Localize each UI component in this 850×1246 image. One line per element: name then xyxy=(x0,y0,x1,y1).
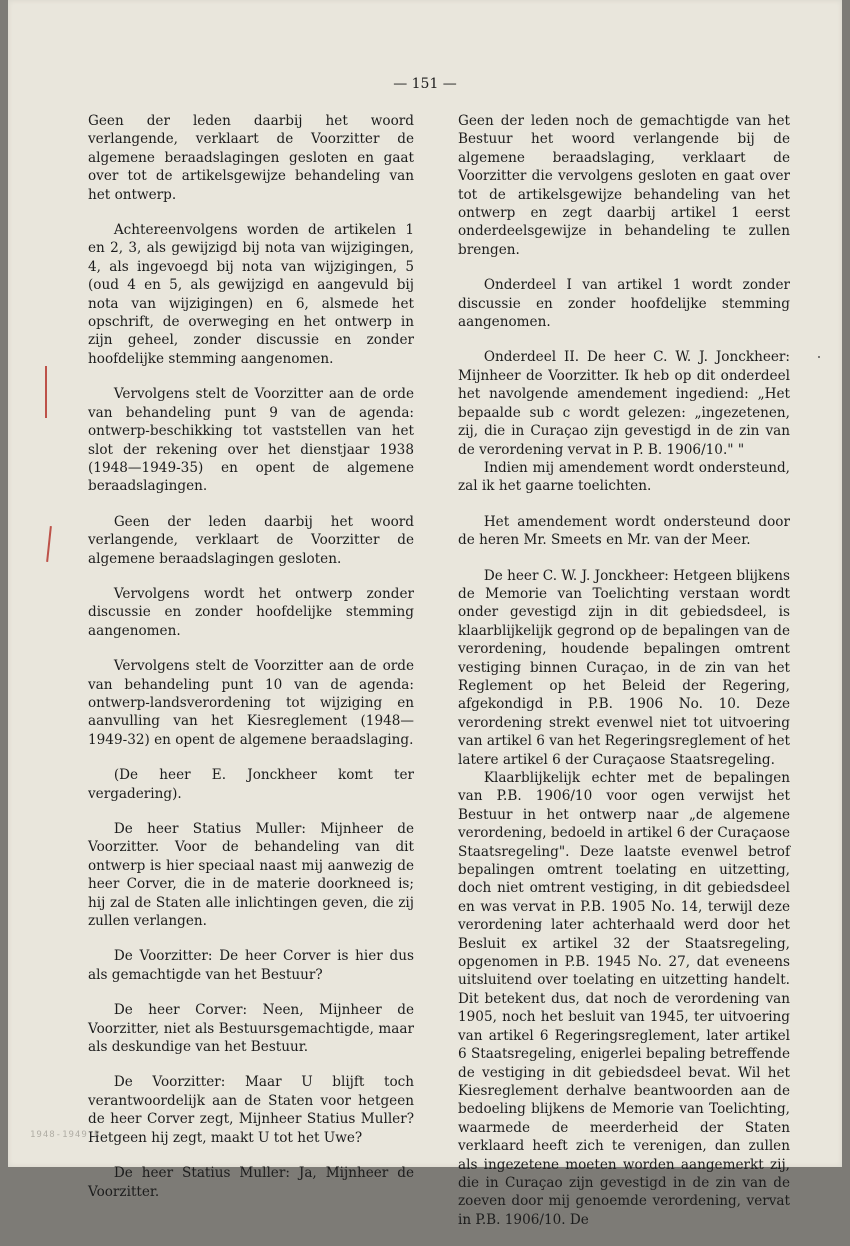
left-column xyxy=(88,112,414,1218)
speck xyxy=(818,356,820,358)
paragraph: Vervolgens stelt de Voorzitter aan de orde van behandeling punt 9 van de agenda: ontwerp-beschikking tot vaststellen van het slot der rekening over het dienstjaar 1938 (1948—1949-35) en opent de algemene beraadslagingen. xyxy=(88,386,414,495)
paragraph: Geen der leden daarbij het woord verlangende, verklaart de Voorzitter de algemene beraadslagingen gesloten. xyxy=(88,513,414,567)
paragraph: De heer Statius Muller: Ja, Mijnheer de Voorzitter. xyxy=(88,1165,414,1200)
margin-mark xyxy=(45,366,47,418)
paragraph: Het amendement wordt ondersteund door de heren Mr. Smeets en Mr. van der Meer. xyxy=(458,513,790,549)
paragraph: (De heer E. Jonckheer komt ter vergadering). xyxy=(88,767,414,802)
paragraph: Vervolgens stelt de Voorzitter aan de orde van behandeling punt 10 van de agenda: ontwerp-landsverordening tot wijziging en aanvulling van het Kiesreglement (1948—1949-32) en opent de algemene beraadslaging. xyxy=(88,658,414,748)
paragraph: Onderdeel II. De heer C. W. J. Jonckheer: Mijnheer de Voorzitter. Ik heb op dit onderdeel het navolgende amendement ingediend: „Het bepaalde sub c wordt gelezen: „ingezetenen, zij, die in Curaçao zijn gevestigd in de zin van de verordening vervat in P. B. 1906/10." " xyxy=(458,349,790,458)
paragraph: De Voorzitter: Maar U blijft toch verantwoordelijk aan de Staten voor hetgeen de heer Corver zegt, Mijnheer Statius Muller? Hetgeen hij zegt, maakt U tot het Uwe? xyxy=(88,1074,414,1146)
paragraph: Onderdeel I van artikel 1 wordt zonder discussie en zonder hoofdelijke stemming aangenomen. xyxy=(458,277,790,331)
archive-stamp: 1948-1949 R xyxy=(30,1130,101,1140)
paragraph: Achtereenvolgens worden de artikelen 1 en 2, 3, als gewijzigd bij nota van wijzigingen, 4, als ingevoegd bij nota van wijzigingen, 5 (oud 4 en 5, als gewijzigd en aangevuld bij nota van wijzigingen) en 6, alsmede het opschrift, de overweging en het ontwerp in zijn geheel, zonder discussie en zonder hoofdelijke stemming aangenomen. xyxy=(88,222,414,367)
paragraph: Geen der leden noch de gemachtigde van het Bestuur het woord verlangende bij de algemene beraadslaging, verklaart de Voorzitter die vervolgens gesloten en gaat over tot de artikelsgewijze behandeling van het ontwerp en zegt daarbij artikel 1 eerst onderdeelsgewijze in behandeling te zullen brengen. xyxy=(458,113,790,258)
paragraph: Geen der leden daarbij het woord verlangende, verklaart de Voorzitter de algemene beraadslagingen gesloten en gaat over tot de artikelsgewijze behandeling van het ontwerp. xyxy=(88,113,414,203)
paragraph: De heer Statius Muller: Mijnheer de Voorzitter. Voor de behandeling van dit ontwerp is hier speciaal naast mij aanwezig de heer Corver, die in de materie doorkneed is; hij zal de Staten alle inlichtingen geven, die zij zullen verlangen. xyxy=(88,821,414,930)
paragraph: De heer C. W. J. Jonckheer: Hetgeen blijkens de Memorie van Toelichting verstaan wordt onder gevestigd zijn in dit gebiedsdeel, is klaarblijkelijk gegrond op de bepalingen van de verordening, houdende bepalingen omtrent vestiging binnen Curaçao, in de zin van het Reglement op het Beleid der Regering, afgekondigd in P.B. 1906 No. 10. Deze verordening strekt evenwel niet tot uitvoering van artikel 6 van het Regeringsreglement of het latere artikel 6 der Curaçaose Staatsregeling. xyxy=(458,567,790,768)
paragraph: Indien mij amendement wordt ondersteund, zal ik het gaarne toelichten. xyxy=(458,459,790,495)
page-number: — 151 — xyxy=(393,76,457,92)
paragraph: De heer Corver: Neen, Mijnheer de Voorzitter, niet als Bestuursgemachtigde, maar als deskundige van het Bestuur. xyxy=(88,1002,414,1056)
right-column xyxy=(458,112,790,1246)
paragraph: Vervolgens wordt het ontwerp zonder discussie en zonder hoofdelijke stemming aangenomen. xyxy=(88,585,414,639)
paragraph: De Voorzitter: De heer Corver is hier dus als gemachtigde van het Bestuur? xyxy=(88,948,414,983)
paragraph: Klaarblijkelijk echter met de bepalingen van P.B. 1906/10 voor ogen verwijst het Bestuur in het ontwerp naar „de algemene verordening, bedoeld in artikel 6 der Curaçaose Staatsregeling". Deze laatste evenwel betrof bepalingen omtrent toelating en uitzetting, doch niet omtrent vestiging, in dit gebiedsdeel en was vervat in P.B. 1905 No. 14, terwijl deze verordening later achterhaald werd door het Besluit ex artikel 32 der Staatsregeling, opgenomen in P.B. 1945 No. 27, dat eveneens uitsluitend over toelating en uitzetting handelt. Dit betekent dus, dat noch de verordening van 1905, noch het besluit van 1945, ter uitvoering van artikel 6 Regeringsreglement, later artikel 6 Staatsregeling, enigerlei bepaling betreffende de vestiging in dit gebiedsdeel bevat. Wil het Kiesreglement derhalve beantwoorden aan de bedoeling blijkens de Memorie van Toelichting, waarmede de meerderheid der Staten verklaard heeft zich te verenigen, dan zullen als ingezetene moeten worden aangemerkt zij, die in Curaçao zijn gevestigd in de zin van de zoeven door mij genoemde verordening, vervat in P.B. 1906/10. De xyxy=(458,770,790,1228)
